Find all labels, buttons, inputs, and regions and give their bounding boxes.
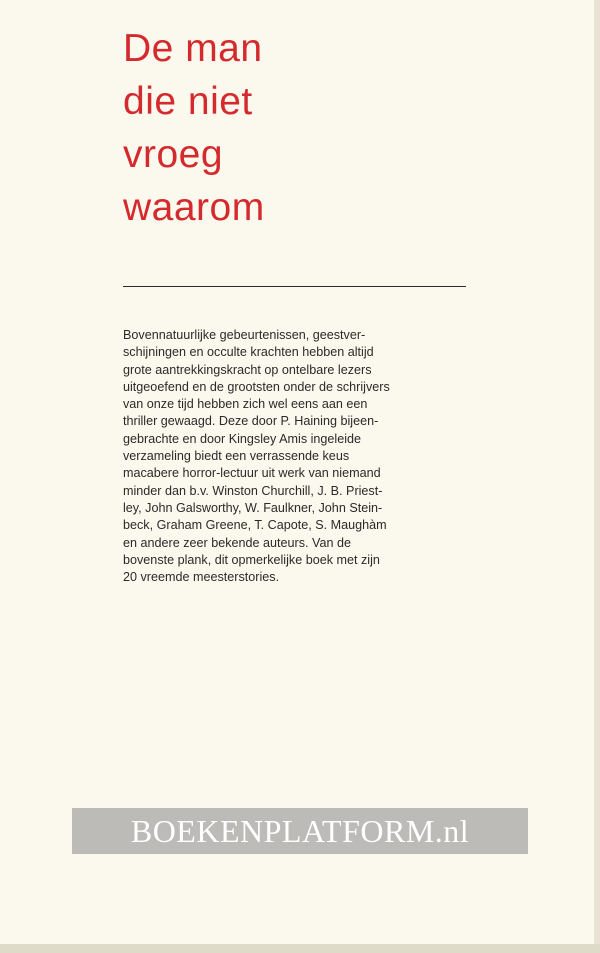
back-cover-blurb xyxy=(123,327,471,586)
book-title xyxy=(123,22,265,234)
blurb-line: bovenste plank, dit opmerkelijke boek met zijn xyxy=(123,552,380,567)
title-line: vroeg xyxy=(123,133,224,176)
blurb-line: beck, Graham Greene, T. Capote, S. Maughàm xyxy=(123,518,387,533)
title-line: waarom xyxy=(123,186,265,229)
blurb-line: minder dan b.v. Winston Churchill, J. B. Priest- xyxy=(123,483,383,498)
blurb-line: macabere horror-lectuur uit werk van niemand xyxy=(123,466,381,481)
blurb-line: thriller gewaagd. Deze door P. Haining bijeen- xyxy=(123,414,379,429)
cover-bottom-edge xyxy=(0,944,600,953)
blurb-line: uitgeoefend en de grootsten onder de schrijvers xyxy=(123,379,390,394)
cover-right-edge xyxy=(594,0,600,953)
blurb-line: Bovennatuurlijke gebeurtenissen, geestver- xyxy=(123,328,366,342)
blurb-line: van onze tijd hebben zich wel eens aan een xyxy=(123,397,368,412)
blurb-line: schijningen en occulte krachten hebben altijd xyxy=(123,345,374,360)
blurb-line: grote aantrekkingskracht op ontelbare lezers xyxy=(123,362,372,377)
title-divider xyxy=(123,286,466,287)
watermark-banner xyxy=(72,808,528,854)
blurb-line: en andere zeer bekende auteurs. Van de xyxy=(123,535,352,550)
blurb-line: ley, John Galsworthy, W. Faulkner, John Stein- xyxy=(123,500,383,515)
watermark-text: BOEKENPLATFORM.nl xyxy=(130,812,470,849)
title-line: De man xyxy=(123,27,263,70)
blurb-line: verzameling biedt een verrassende keus xyxy=(123,449,350,464)
blurb-line: 20 vreemde meesterstories. xyxy=(123,570,280,585)
blurb-line: gebrachte en door Kingsley Amis ingeleide xyxy=(123,431,362,446)
title-line: die niet xyxy=(123,80,253,123)
